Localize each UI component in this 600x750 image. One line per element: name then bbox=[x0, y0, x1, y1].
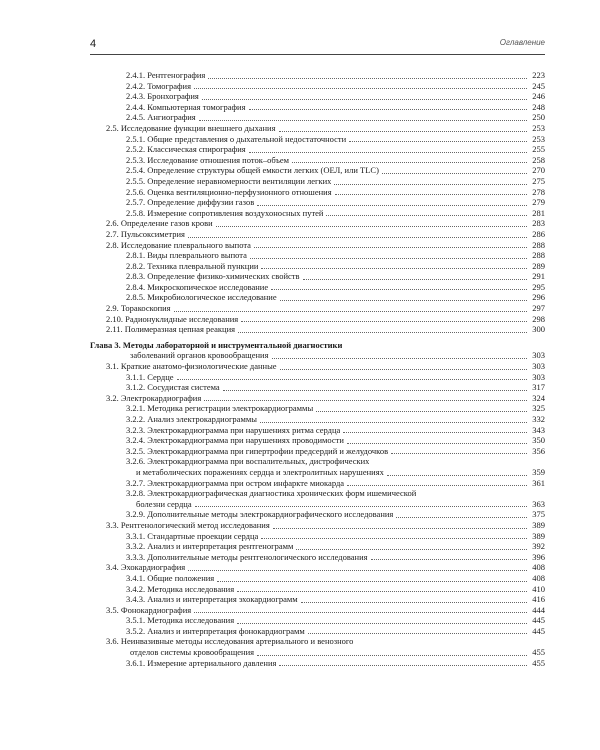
toc-entry bbox=[90, 176, 545, 187]
toc-entry-page: 296 bbox=[532, 292, 545, 303]
toc-entry bbox=[90, 155, 545, 166]
dot-leader bbox=[347, 443, 527, 444]
toc-entry-page: 303 bbox=[532, 371, 545, 382]
dot-leader bbox=[241, 321, 527, 322]
page-header bbox=[90, 38, 545, 55]
toc-entry-page: 317 bbox=[532, 382, 545, 393]
toc-entry-title: 2.5.8. Измерение сопротивления воздухоносных путей bbox=[126, 207, 324, 218]
toc-entry-page: 248 bbox=[532, 101, 545, 112]
toc-entry bbox=[90, 81, 545, 92]
toc-entry-title: 3.2.3. Электрокардиограмма при нарушениях ритма сердца bbox=[126, 424, 341, 435]
toc-entry-title: 3.3.2. Анализ и интерпретация рентгенограмм bbox=[126, 541, 294, 552]
dot-leader bbox=[280, 369, 527, 370]
toc-entry bbox=[90, 123, 545, 134]
toc-entry-page: 303 bbox=[532, 350, 545, 361]
toc-entry-page: 350 bbox=[532, 435, 545, 446]
toc-entry-title: 2.4.3. Бронхография bbox=[126, 91, 199, 102]
toc-entry-page: 246 bbox=[532, 91, 545, 102]
toc-entry-title: 2.4.1. Рентгенография bbox=[126, 70, 206, 80]
toc-entry-title: и метаболических поражениях сердца и электролитных нарушениях bbox=[136, 466, 384, 477]
running-title: Оглавление bbox=[499, 38, 545, 47]
toc-entry-title: 2.5. Исследование функции внешнего дыхания bbox=[106, 122, 276, 133]
dot-leader bbox=[280, 300, 527, 301]
dot-leader bbox=[188, 237, 527, 238]
toc-entry bbox=[90, 531, 545, 542]
toc-entry-title: 3.5.2. Анализ и интерпретация фонокардиограмм bbox=[126, 625, 305, 636]
toc-entry-page: 359 bbox=[532, 466, 545, 477]
toc-entry bbox=[90, 403, 545, 414]
toc-entry-title: 2.9. Торакоскопия bbox=[106, 303, 171, 314]
toc-entry bbox=[90, 102, 545, 113]
toc-entry-page: 303 bbox=[532, 361, 545, 372]
toc-entry bbox=[90, 187, 545, 198]
toc-entry bbox=[90, 605, 545, 616]
toc-entry-page: 270 bbox=[532, 165, 545, 176]
toc-entry-title: 3.1.2. Сосудистая система bbox=[126, 382, 220, 393]
toc-entry-title: 2.7. Пульсоксиметрия bbox=[106, 228, 185, 239]
dot-leader bbox=[396, 517, 527, 518]
toc-entry-title: 2.10. Радионуклидные исследования bbox=[106, 313, 239, 324]
dot-leader bbox=[334, 184, 527, 185]
toc-entry-page: 281 bbox=[532, 207, 545, 218]
toc-entry-page: 288 bbox=[532, 239, 545, 250]
toc-entry-page: 245 bbox=[532, 80, 545, 91]
dot-leader bbox=[249, 109, 527, 110]
toc-entry bbox=[90, 208, 545, 219]
toc-entry-title: болезни сердца bbox=[136, 498, 192, 509]
toc-entry-title: 3.3.3. Дополнительные методы рентгенологического исследования bbox=[126, 551, 368, 562]
toc-entry-page: 389 bbox=[532, 530, 545, 541]
toc-entry-page: 455 bbox=[532, 657, 545, 668]
toc-entry bbox=[90, 282, 545, 293]
dot-leader bbox=[204, 400, 527, 401]
dot-leader bbox=[391, 453, 527, 454]
toc-entry-page: 297 bbox=[532, 303, 545, 314]
toc-entry-title: 2.4.4. Компьютерная томография bbox=[126, 101, 246, 112]
toc-entry bbox=[90, 372, 545, 383]
dot-leader bbox=[316, 411, 527, 412]
toc-entry bbox=[90, 414, 545, 425]
toc-entry-title: 3.4. Эхокардиография bbox=[106, 562, 186, 573]
toc-entry bbox=[90, 134, 545, 145]
toc-entry bbox=[90, 303, 545, 314]
toc-entry-page: 325 bbox=[532, 403, 545, 414]
toc-entry-page: 250 bbox=[532, 112, 545, 123]
toc-entry bbox=[90, 261, 545, 272]
page-number: 4 bbox=[90, 38, 97, 50]
toc-entry bbox=[90, 271, 545, 282]
dot-leader bbox=[194, 612, 527, 613]
dot-leader bbox=[292, 162, 527, 163]
dot-leader bbox=[303, 279, 527, 280]
toc-entry-title: 3.2.1. Методика регистрации электрокардиограммы bbox=[126, 403, 314, 414]
dot-leader bbox=[279, 665, 527, 666]
dot-leader bbox=[174, 311, 527, 312]
toc-entry-title: 2.4.2. Томография bbox=[126, 80, 191, 91]
toc-entry-title: 3.2.9. Дополнительные методы электрокардиографического исследования bbox=[126, 509, 394, 520]
dot-leader bbox=[382, 173, 527, 174]
toc-entry-title: 3.4.2. Методика исследования bbox=[126, 583, 235, 594]
toc-entry-page: 288 bbox=[532, 250, 545, 261]
dot-leader bbox=[326, 215, 527, 216]
toc-entry-page: 410 bbox=[532, 583, 545, 594]
toc-entry-page: 416 bbox=[532, 594, 545, 605]
toc-entry bbox=[90, 541, 545, 552]
toc-entry-title: отделов системы кровообращения bbox=[130, 647, 255, 658]
toc-entry-title: 2.5.3. Исследование отношения поток–объем bbox=[126, 154, 290, 165]
toc-entry bbox=[90, 435, 545, 446]
toc-entry-page: 255 bbox=[532, 144, 545, 155]
dot-leader bbox=[216, 226, 527, 227]
toc-entry-title: 2.5.4. Определение структуры общей емкости легких (ОЕЛ, или TLC) bbox=[126, 165, 379, 176]
toc-entry bbox=[90, 467, 545, 478]
dot-leader bbox=[195, 506, 527, 507]
toc-entry bbox=[90, 218, 545, 229]
dot-leader bbox=[202, 99, 527, 100]
toc-entry bbox=[90, 425, 545, 436]
toc-entry-page: 286 bbox=[532, 228, 545, 239]
toc-entry-page: 324 bbox=[532, 392, 545, 403]
toc-entry-page: 295 bbox=[532, 281, 545, 292]
toc-entry-title: 3.5.1. Методика исследования bbox=[126, 615, 235, 626]
toc-entry-title: 2.5.2. Классическая спирография bbox=[126, 144, 246, 155]
toc-entry-title: 2.8.1. Виды плеврального выпота bbox=[126, 250, 247, 261]
toc-entry bbox=[90, 636, 545, 647]
toc-entry bbox=[90, 314, 545, 325]
dot-leader bbox=[261, 268, 527, 269]
toc-entry-title: 2.8.4. Микроскопическое исследование bbox=[126, 281, 269, 292]
toc-entry-title: 2.5.7. Определение диффузии газов bbox=[126, 197, 255, 208]
toc-entry-page: 298 bbox=[532, 313, 545, 324]
toc-entry-title: 2.4.5. Ангиография bbox=[126, 112, 196, 123]
toc-entry bbox=[90, 229, 545, 240]
toc-entry-page: 291 bbox=[532, 271, 545, 282]
toc-entry-page: 343 bbox=[532, 424, 545, 435]
toc-entry-page: 289 bbox=[532, 260, 545, 271]
toc-entry bbox=[90, 165, 545, 176]
toc-entry-title: 2.8.5. Микробиологическое исследование bbox=[126, 292, 277, 303]
dot-leader bbox=[335, 194, 527, 195]
dot-leader bbox=[296, 549, 527, 550]
toc-entry-title: 2.5.5. Определение неравномерности вентиляции легких bbox=[126, 175, 332, 186]
toc-entry bbox=[90, 240, 545, 251]
dot-leader bbox=[271, 289, 527, 290]
toc-entry-page: 283 bbox=[532, 218, 545, 229]
toc-entry-title: 2.5.1. Общие представления о дыхательной недостаточности bbox=[126, 133, 347, 144]
toc-entry bbox=[90, 350, 545, 361]
dot-leader bbox=[208, 78, 527, 79]
toc-entry bbox=[90, 361, 545, 372]
toc-entry bbox=[90, 340, 545, 351]
toc-entry-title: 3.1. Краткие анатомо-физиологические данные bbox=[106, 361, 277, 372]
toc-entry-title: 3.5. Фонокардиография bbox=[106, 604, 192, 615]
toc-entry-page: 396 bbox=[532, 551, 545, 562]
toc-entry-page: 375 bbox=[532, 509, 545, 520]
toc-entry bbox=[90, 70, 545, 81]
toc-entry-page: 408 bbox=[532, 572, 545, 583]
toc-entry-title: 3.1.1. Сердце bbox=[126, 371, 174, 382]
toc-entry-title: 2.8. Исследование плеврального выпота bbox=[106, 239, 251, 250]
dot-leader bbox=[238, 332, 527, 333]
dot-leader bbox=[260, 422, 527, 423]
toc-entry-title: 3.2.4. Электрокардиограмма при нарушениях проводимости bbox=[126, 435, 344, 446]
toc-entry bbox=[90, 658, 545, 669]
dot-leader bbox=[254, 247, 527, 248]
toc-entry-title: 3.4.3. Анализ и интерпретация эхокардиограмм bbox=[126, 594, 298, 605]
toc-entry-page: 253 bbox=[532, 133, 545, 144]
dot-leader bbox=[188, 570, 527, 571]
toc-entry bbox=[90, 91, 545, 102]
toc-entry-page: 278 bbox=[532, 186, 545, 197]
toc-entry bbox=[90, 456, 545, 467]
toc-entry-title: заболеваний органов кровообращения bbox=[130, 350, 269, 361]
toc-entry-page: 444 bbox=[532, 604, 545, 615]
dot-leader bbox=[250, 258, 527, 259]
dot-leader bbox=[249, 152, 527, 153]
toc-entry-page: 356 bbox=[532, 445, 545, 456]
toc-entry bbox=[90, 292, 545, 303]
toc-entry-page: 275 bbox=[532, 175, 545, 186]
toc-entry-page: 300 bbox=[532, 324, 545, 335]
dot-leader bbox=[279, 131, 527, 132]
toc-entry-title: 3.3.1. Стандартные проекции сердца bbox=[126, 530, 259, 541]
dot-leader bbox=[223, 390, 527, 391]
toc-entry bbox=[90, 393, 545, 404]
toc-entry-page: 408 bbox=[532, 562, 545, 573]
toc-entry-title: 3.2. Электрокардиография bbox=[106, 392, 202, 403]
toc-entry bbox=[90, 509, 545, 520]
toc-entry bbox=[90, 573, 545, 584]
toc-entry bbox=[90, 520, 545, 531]
toc-entry bbox=[90, 626, 545, 637]
toc-entry-page: 223 bbox=[532, 70, 545, 80]
toc-entry-page: 363 bbox=[532, 498, 545, 509]
dot-leader bbox=[217, 581, 527, 582]
dot-leader bbox=[272, 358, 527, 359]
table-of-contents bbox=[90, 70, 545, 668]
toc-entry bbox=[90, 647, 545, 658]
toc-entry bbox=[90, 584, 545, 595]
dot-leader bbox=[257, 205, 527, 206]
toc-entry bbox=[90, 324, 545, 335]
toc-entry-title: Глава 3. Методы лабораторной и инструментальной диагностики bbox=[90, 339, 343, 350]
toc-entry bbox=[90, 488, 545, 499]
dot-leader bbox=[199, 120, 527, 121]
toc-entry bbox=[90, 250, 545, 261]
toc-entry-page: 445 bbox=[532, 625, 545, 636]
toc-entry bbox=[90, 478, 545, 489]
dot-leader bbox=[301, 602, 527, 603]
toc-entry-title: 3.6.1. Измерение артериального давления bbox=[126, 657, 277, 668]
dot-leader bbox=[308, 633, 527, 634]
toc-entry-title: 3.6. Неинвазивные методы исследования артериального и венозного bbox=[106, 636, 354, 647]
dot-leader bbox=[177, 379, 527, 380]
dot-leader bbox=[257, 655, 527, 656]
toc-entry-page: 445 bbox=[532, 615, 545, 626]
toc-entry-page: 455 bbox=[532, 647, 545, 658]
toc-entry-page: 392 bbox=[532, 541, 545, 552]
toc-entry bbox=[90, 594, 545, 605]
toc-entry-page: 253 bbox=[532, 122, 545, 133]
dot-leader bbox=[387, 475, 527, 476]
toc-entry bbox=[90, 562, 545, 573]
toc-entry-title: 3.2.8. Электрокардиографическая диагностика хронических форм ишемической bbox=[126, 488, 417, 499]
toc-entry-title: 2.8.3. Определение физико-химических свойств bbox=[126, 271, 300, 282]
toc-entry-title: 2.8.2. Техника плевральной пункции bbox=[126, 260, 259, 271]
toc-entry bbox=[90, 112, 545, 123]
toc-entry bbox=[90, 446, 545, 457]
toc-entry-title: 3.2.6. Электрокардиограмма при воспалительных, дистрофических bbox=[126, 456, 370, 467]
toc-entry-page: 279 bbox=[532, 197, 545, 208]
toc-entry-title: 2.5.6. Оценка вентиляционно-перфузионного отношения bbox=[126, 186, 332, 197]
dot-leader bbox=[349, 141, 527, 142]
toc-entry bbox=[90, 615, 545, 626]
dot-leader bbox=[273, 528, 527, 529]
toc-entry bbox=[90, 552, 545, 563]
toc-entry bbox=[90, 144, 545, 155]
toc-entry-title: 2.11. Полимеразная цепная реакция bbox=[106, 324, 236, 335]
toc-entry-page: 361 bbox=[532, 477, 545, 488]
dot-leader bbox=[237, 623, 527, 624]
toc-entry-title: 2.6. Определение газов крови bbox=[106, 218, 213, 229]
toc-entry-page: 258 bbox=[532, 154, 545, 165]
dot-leader bbox=[371, 559, 527, 560]
toc-entry bbox=[90, 499, 545, 510]
dot-leader bbox=[194, 88, 527, 89]
toc-entry bbox=[90, 197, 545, 208]
dot-leader bbox=[347, 485, 527, 486]
dot-leader bbox=[237, 591, 527, 592]
toc-entry-title: 3.3. Рентгенологический метод исследования bbox=[106, 519, 270, 530]
toc-entry-title: 3.2.7. Электрокардиограмма при остром инфаркте миокарда bbox=[126, 477, 345, 488]
dot-leader bbox=[343, 432, 527, 433]
toc-entry-title: 3.4.1. Общие положения bbox=[126, 572, 215, 583]
toc-entry-title: 3.2.5. Электрокардиограмма при гипертрофии предсердий и желудочков bbox=[126, 445, 389, 456]
toc-entry-page: 389 bbox=[532, 519, 545, 530]
toc-entry bbox=[90, 382, 545, 393]
dot-leader bbox=[261, 538, 527, 539]
toc-entry-title: 3.2.2. Анализ электрокардиограммы bbox=[126, 414, 257, 424]
toc-entry-page: 332 bbox=[532, 414, 545, 424]
